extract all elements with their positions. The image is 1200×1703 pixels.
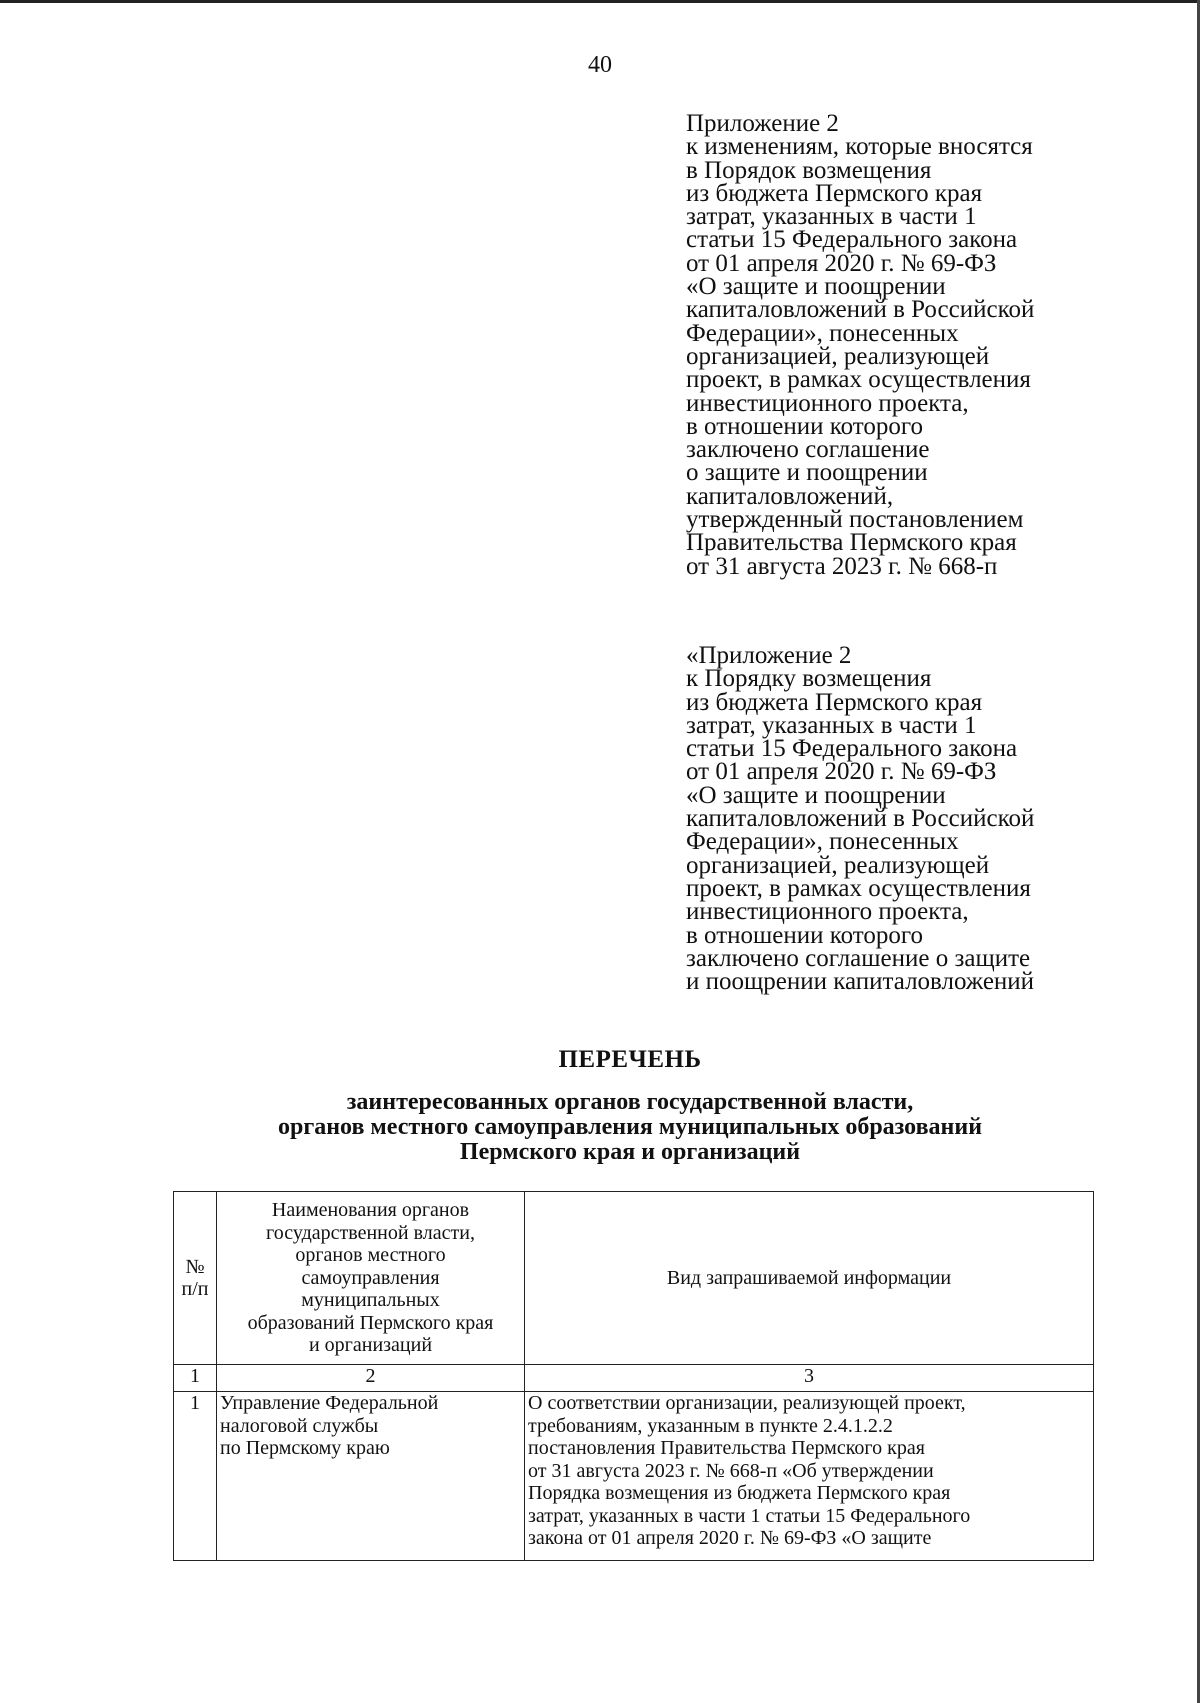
column-number: 3 <box>525 1365 1094 1392</box>
appendix-line: от 31 августа 2023 г. № 668-п <box>686 552 998 580</box>
appendix-line: статьи 15 Федерального закона <box>686 226 1018 254</box>
table-header-row <box>174 1192 1094 1365</box>
row-number: 1 <box>174 1392 217 1561</box>
appendix-line: «Приложение 2 <box>686 642 852 669</box>
subtitle-line: заинтересованных органов государственной власти, <box>346 1089 914 1115</box>
appendix-line: от 01 апреля 2020 г. № 69-ФЗ <box>686 758 997 786</box>
requested-info-line: затрат, указанных в части 1 статьи 15 Федерального <box>528 1504 971 1527</box>
appendix-line: к Порядку возмещения <box>686 665 932 693</box>
appendix-line: затрат, указанных в части 1 <box>686 203 977 231</box>
header-number-line: № <box>185 1255 205 1278</box>
requested-info <box>525 1392 1094 1561</box>
header-organization-line: образований Пермского края <box>247 1311 494 1334</box>
appendix-line: капиталовложений в Российской <box>686 296 1035 324</box>
header-organization-line: и организаций <box>308 1334 433 1357</box>
appendix-line: в отношении которого <box>686 921 924 949</box>
appendix-line: капиталовложений, <box>686 482 894 510</box>
appendix-line: инвестиционного проекта, <box>686 389 969 417</box>
header-organization-line: Наименования органов <box>271 1199 470 1222</box>
scan-border-top <box>0 0 1200 3</box>
requested-info-line: Порядка возмещения из бюджета Пермского края <box>528 1482 951 1504</box>
appendix-header-amendments <box>686 112 1106 578</box>
page-number: 40 <box>588 52 612 78</box>
appendix-line: организацией, реализующей <box>686 342 990 370</box>
appendix-line: Приложение 2 <box>686 110 839 137</box>
document-title: ПЕРЕЧЕНЬ <box>558 1046 702 1073</box>
appendix-line: заключено соглашение <box>686 436 930 464</box>
appendix-line: в Порядок возмещения <box>686 156 932 184</box>
appendix-line: в отношении которого <box>686 412 924 440</box>
organization-name-line: Управление Федеральной <box>220 1392 439 1414</box>
organizations-table <box>173 1191 1094 1561</box>
appendix-line: организацией, реализующей <box>686 851 990 879</box>
header-number-line: п/п <box>181 1278 209 1300</box>
requested-info-line: закона от 01 апреля 2020 г. № 69-ФЗ «О защите <box>528 1527 932 1549</box>
appendix-line: «О защите и поощрении <box>686 273 946 301</box>
header-number <box>174 1192 217 1365</box>
appendix-line: о защите и поощрении <box>686 459 928 487</box>
requested-info-line: требованиям, указанным в пункте 2.4.1.2.2 <box>528 1414 893 1437</box>
subtitle-line: органов местного самоуправления муниципальных образований <box>277 1114 983 1140</box>
appendix-line: инвестиционного проекта, <box>686 898 969 926</box>
subtitle-line: Пермского края и организаций <box>459 1139 801 1165</box>
appendix-line: заключено соглашение о защите <box>686 944 1031 972</box>
appendix-line: от 01 апреля 2020 г. № 69-ФЗ <box>686 249 997 277</box>
appendix-line: Правительства Пермского края <box>686 529 1017 557</box>
header-organization-line: муниципальных <box>301 1289 440 1312</box>
appendix-line: проект, в рамках осуществления <box>686 874 1031 902</box>
appendix-line: затрат, указанных в части 1 <box>686 711 977 739</box>
appendix-line: Федерации», понесенных <box>686 319 959 347</box>
requested-info-line: от 31 августа 2023 г. № 668-п «Об утверждении <box>528 1459 934 1482</box>
appendix-line: Федерации», понесенных <box>686 828 959 856</box>
appendix-header-procedure <box>686 642 1106 996</box>
organization-name-line: налоговой службы <box>220 1414 379 1437</box>
appendix-line: проект, в рамках осуществления <box>686 366 1031 394</box>
appendix-line: «О защите и поощрении <box>686 781 946 809</box>
header-organization-line: самоуправления <box>301 1266 440 1289</box>
appendix-line: из бюджета Пермского края <box>686 179 983 207</box>
organization-name <box>217 1392 525 1561</box>
appendix-line: и поощрении капиталовложений <box>686 968 1035 996</box>
appendix-line: к изменениям, которые вносятся <box>686 133 1033 161</box>
document-subtitle <box>0 1090 1200 1165</box>
appendix-line: утвержденный постановлением <box>686 506 1024 534</box>
organization-name-line: по Пермскому краю <box>220 1437 390 1459</box>
header-organization-line: органов местного <box>295 1244 446 1267</box>
column-number: 1 <box>174 1365 217 1392</box>
column-number: 2 <box>217 1365 525 1392</box>
column-number-row <box>174 1365 1094 1392</box>
appendix-line: статьи 15 Федерального закона <box>686 735 1018 763</box>
requested-info-line: О соответствии организации, реализующей проект, <box>528 1392 966 1414</box>
header-organization <box>217 1192 525 1365</box>
table-row <box>174 1392 1094 1561</box>
requested-info-line: постановления Правительства Пермского края <box>528 1437 925 1459</box>
header-organization-line: государственной власти, <box>266 1221 475 1244</box>
header-info-type: Вид запрашиваемой информации <box>525 1192 1094 1365</box>
appendix-line: из бюджета Пермского края <box>686 688 983 716</box>
appendix-line: капиталовложений в Российской <box>686 805 1035 833</box>
